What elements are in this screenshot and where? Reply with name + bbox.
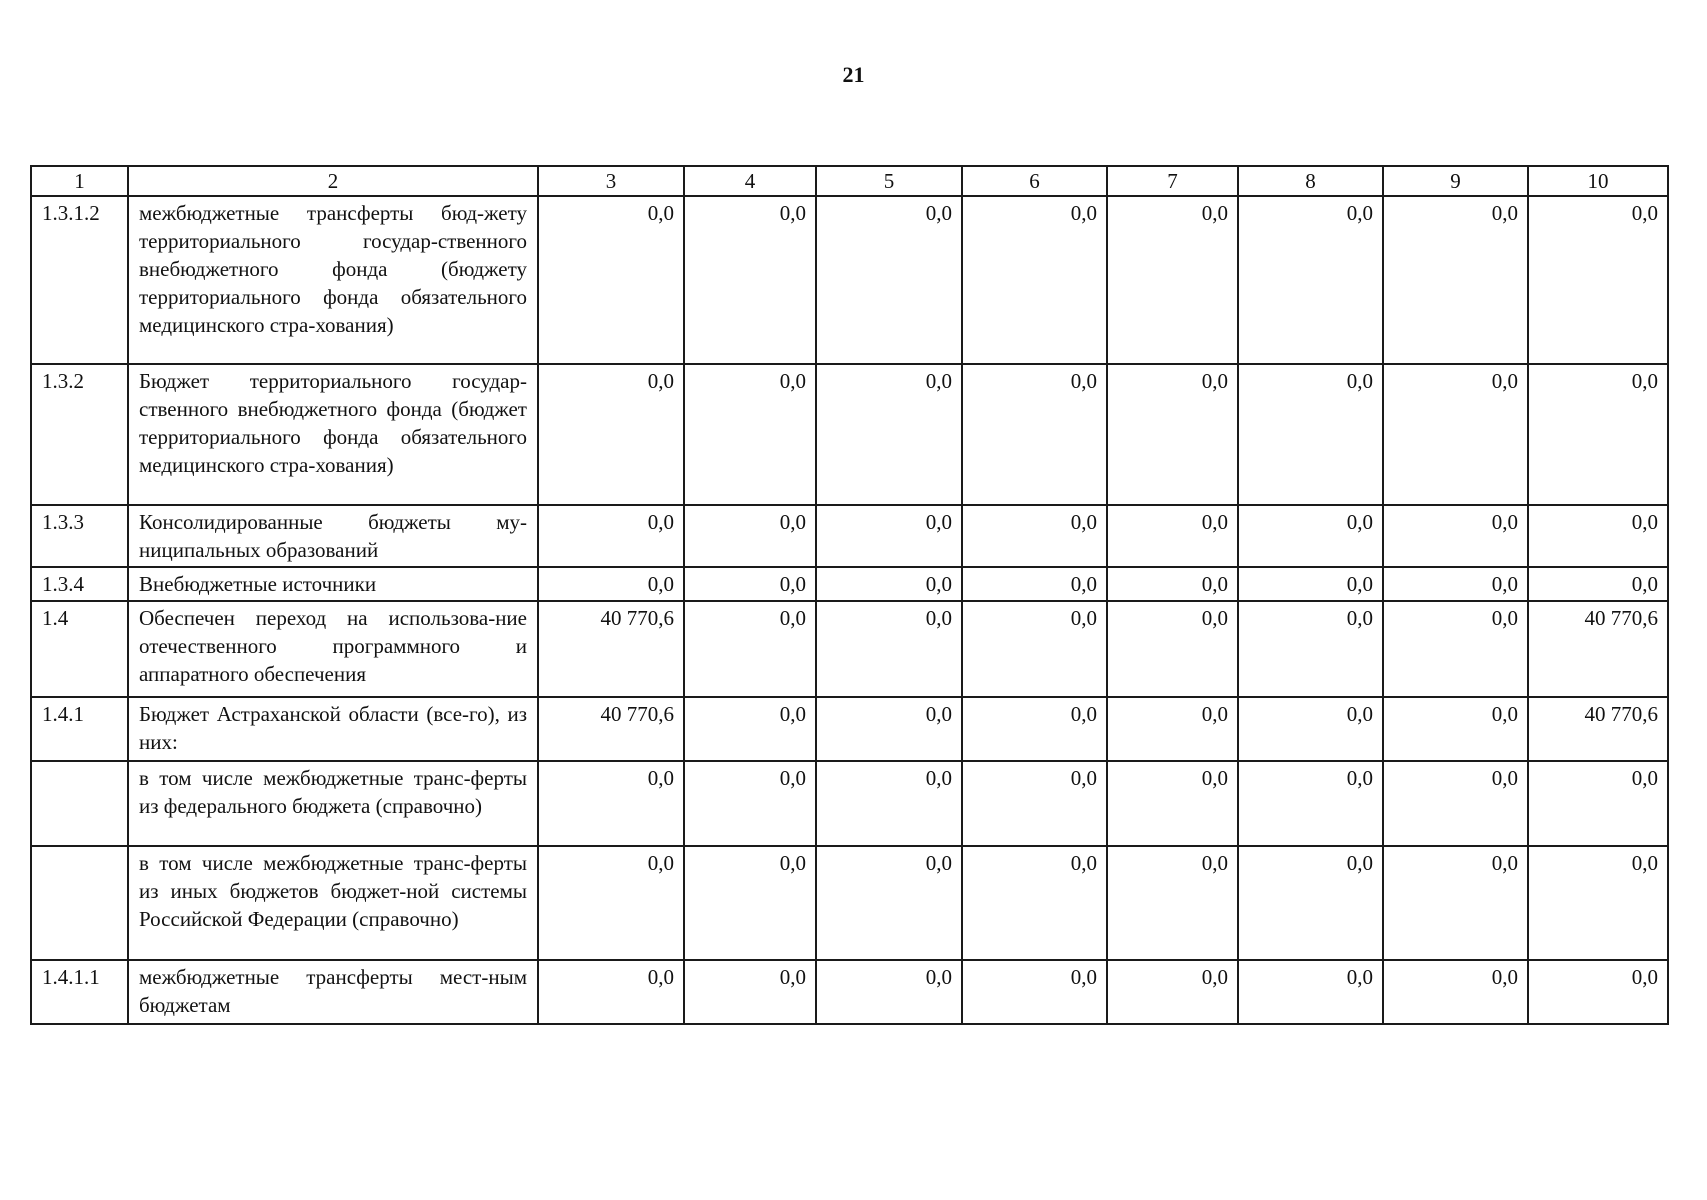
- row-value: 0,0: [1528, 846, 1668, 960]
- row-value: 0,0: [1238, 846, 1383, 960]
- row-value: 0,0: [1238, 567, 1383, 601]
- row-value: 0,0: [962, 196, 1107, 364]
- column-header: 4: [684, 166, 816, 196]
- row-value: 0,0: [962, 846, 1107, 960]
- row-value: 0,0: [962, 364, 1107, 505]
- row-value: 40 770,6: [1528, 697, 1668, 761]
- row-value: 0,0: [962, 601, 1107, 697]
- row-value: 0,0: [1238, 364, 1383, 505]
- row-value: 0,0: [538, 761, 684, 846]
- row-value: 0,0: [1528, 196, 1668, 364]
- row-value: 0,0: [1383, 601, 1528, 697]
- row-name: Консолидированные бюджеты му-ниципальных образований: [128, 505, 538, 567]
- table-row: [31, 761, 1668, 846]
- table-row: [31, 697, 1668, 761]
- row-name: межбюджетные трансферты мест-ным бюджетам: [128, 960, 538, 1024]
- row-code: [31, 761, 128, 846]
- row-value: 0,0: [1528, 761, 1668, 846]
- row-value: 0,0: [1238, 761, 1383, 846]
- column-header: 5: [816, 166, 962, 196]
- row-code: 1.3.1.2: [31, 196, 128, 364]
- row-name: в том числе межбюджетные транс-ферты из иных бюджетов бюджет-ной системы Российской Федерации (справочно): [128, 846, 538, 960]
- row-name: Бюджет Астраханской области (все-го), из них:: [128, 697, 538, 761]
- column-header: 8: [1238, 166, 1383, 196]
- row-value: 0,0: [684, 505, 816, 567]
- row-name: Бюджет территориального государ-ственного внебюджетного фонда (бюджет территориального фонда обязательного медицинского стра-хования): [128, 364, 538, 505]
- row-value: 0,0: [1238, 196, 1383, 364]
- row-value: 0,0: [684, 697, 816, 761]
- row-code: 1.3.3: [31, 505, 128, 567]
- row-value: 0,0: [538, 846, 684, 960]
- row-value: 0,0: [1383, 846, 1528, 960]
- row-value: 0,0: [1383, 697, 1528, 761]
- column-header: 2: [128, 166, 538, 196]
- row-value: 0,0: [684, 761, 816, 846]
- row-value: 0,0: [816, 364, 962, 505]
- row-code: 1.4.1: [31, 697, 128, 761]
- column-header: 7: [1107, 166, 1238, 196]
- table-row: [31, 846, 1668, 960]
- row-value: 0,0: [1528, 505, 1668, 567]
- row-value: 0,0: [1528, 960, 1668, 1024]
- row-value: 0,0: [962, 505, 1107, 567]
- row-value: 0,0: [1383, 364, 1528, 505]
- row-value: 0,0: [1528, 364, 1668, 505]
- row-value: 0,0: [538, 505, 684, 567]
- table-header-row: [31, 166, 1668, 196]
- row-code: [31, 846, 128, 960]
- row-value: 0,0: [1107, 960, 1238, 1024]
- row-value: 0,0: [538, 196, 684, 364]
- row-value: 0,0: [1528, 567, 1668, 601]
- row-name: Обеспечен переход на использова-ние отечественного программного и аппаратного обеспечения: [128, 601, 538, 697]
- row-value: 0,0: [1383, 567, 1528, 601]
- row-value: 0,0: [538, 567, 684, 601]
- row-value: 0,0: [1238, 601, 1383, 697]
- row-code: 1.3.2: [31, 364, 128, 505]
- row-value: 0,0: [816, 567, 962, 601]
- row-value: 0,0: [1107, 505, 1238, 567]
- row-value: 0,0: [816, 960, 962, 1024]
- column-header: 1: [31, 166, 128, 196]
- row-value: 0,0: [1107, 846, 1238, 960]
- row-value: 0,0: [1107, 567, 1238, 601]
- row-value: 0,0: [816, 697, 962, 761]
- table-row: [31, 601, 1668, 697]
- row-value: 0,0: [1107, 601, 1238, 697]
- page-number: 21: [842, 62, 865, 87]
- row-value: 0,0: [1383, 761, 1528, 846]
- row-value: 0,0: [816, 846, 962, 960]
- table-row: [31, 196, 1668, 364]
- row-value: 0,0: [816, 761, 962, 846]
- column-header: 10: [1528, 166, 1668, 196]
- budget-table: [30, 165, 1669, 1025]
- row-value: 0,0: [684, 960, 816, 1024]
- column-header: 3: [538, 166, 684, 196]
- table-row: [31, 567, 1668, 601]
- row-value: 0,0: [1107, 697, 1238, 761]
- row-value: 0,0: [1107, 364, 1238, 505]
- row-value: 40 770,6: [538, 601, 684, 697]
- row-value: 0,0: [962, 697, 1107, 761]
- row-code: 1.3.4: [31, 567, 128, 601]
- column-header: 6: [962, 166, 1107, 196]
- row-value: 0,0: [1383, 505, 1528, 567]
- row-value: 0,0: [1107, 761, 1238, 846]
- table-row: [31, 960, 1668, 1024]
- column-header: 9: [1383, 166, 1528, 196]
- row-value: 40 770,6: [1528, 601, 1668, 697]
- row-value: 0,0: [1238, 960, 1383, 1024]
- row-value: 0,0: [962, 960, 1107, 1024]
- row-code: 1.4.1.1: [31, 960, 128, 1024]
- table-row: [31, 505, 1668, 567]
- row-value: 0,0: [538, 960, 684, 1024]
- row-value: 0,0: [1383, 196, 1528, 364]
- row-value: 0,0: [684, 567, 816, 601]
- row-value: 0,0: [1238, 505, 1383, 567]
- row-value: 0,0: [816, 601, 962, 697]
- row-value: 0,0: [684, 364, 816, 505]
- row-value: 0,0: [816, 196, 962, 364]
- table-row: [31, 364, 1668, 505]
- row-value: 0,0: [684, 196, 816, 364]
- row-value: 0,0: [684, 601, 816, 697]
- row-value: 0,0: [1383, 960, 1528, 1024]
- row-value: 0,0: [684, 846, 816, 960]
- row-name: в том числе межбюджетные транс-ферты из федерального бюджета (справочно): [128, 761, 538, 846]
- row-value: 0,0: [1238, 697, 1383, 761]
- row-name: межбюджетные трансферты бюд-жету территориального государ-ственного внебюджетного фонда (бюджету территориального фонда обязательного медицинского стра-хования): [128, 196, 538, 364]
- row-value: 0,0: [538, 364, 684, 505]
- row-value: 0,0: [962, 761, 1107, 846]
- row-value: 0,0: [1107, 196, 1238, 364]
- row-value: 0,0: [962, 567, 1107, 601]
- row-name: Внебюджетные источники: [128, 567, 538, 601]
- row-code: 1.4: [31, 601, 128, 697]
- row-value: 0,0: [816, 505, 962, 567]
- row-value: 40 770,6: [538, 697, 684, 761]
